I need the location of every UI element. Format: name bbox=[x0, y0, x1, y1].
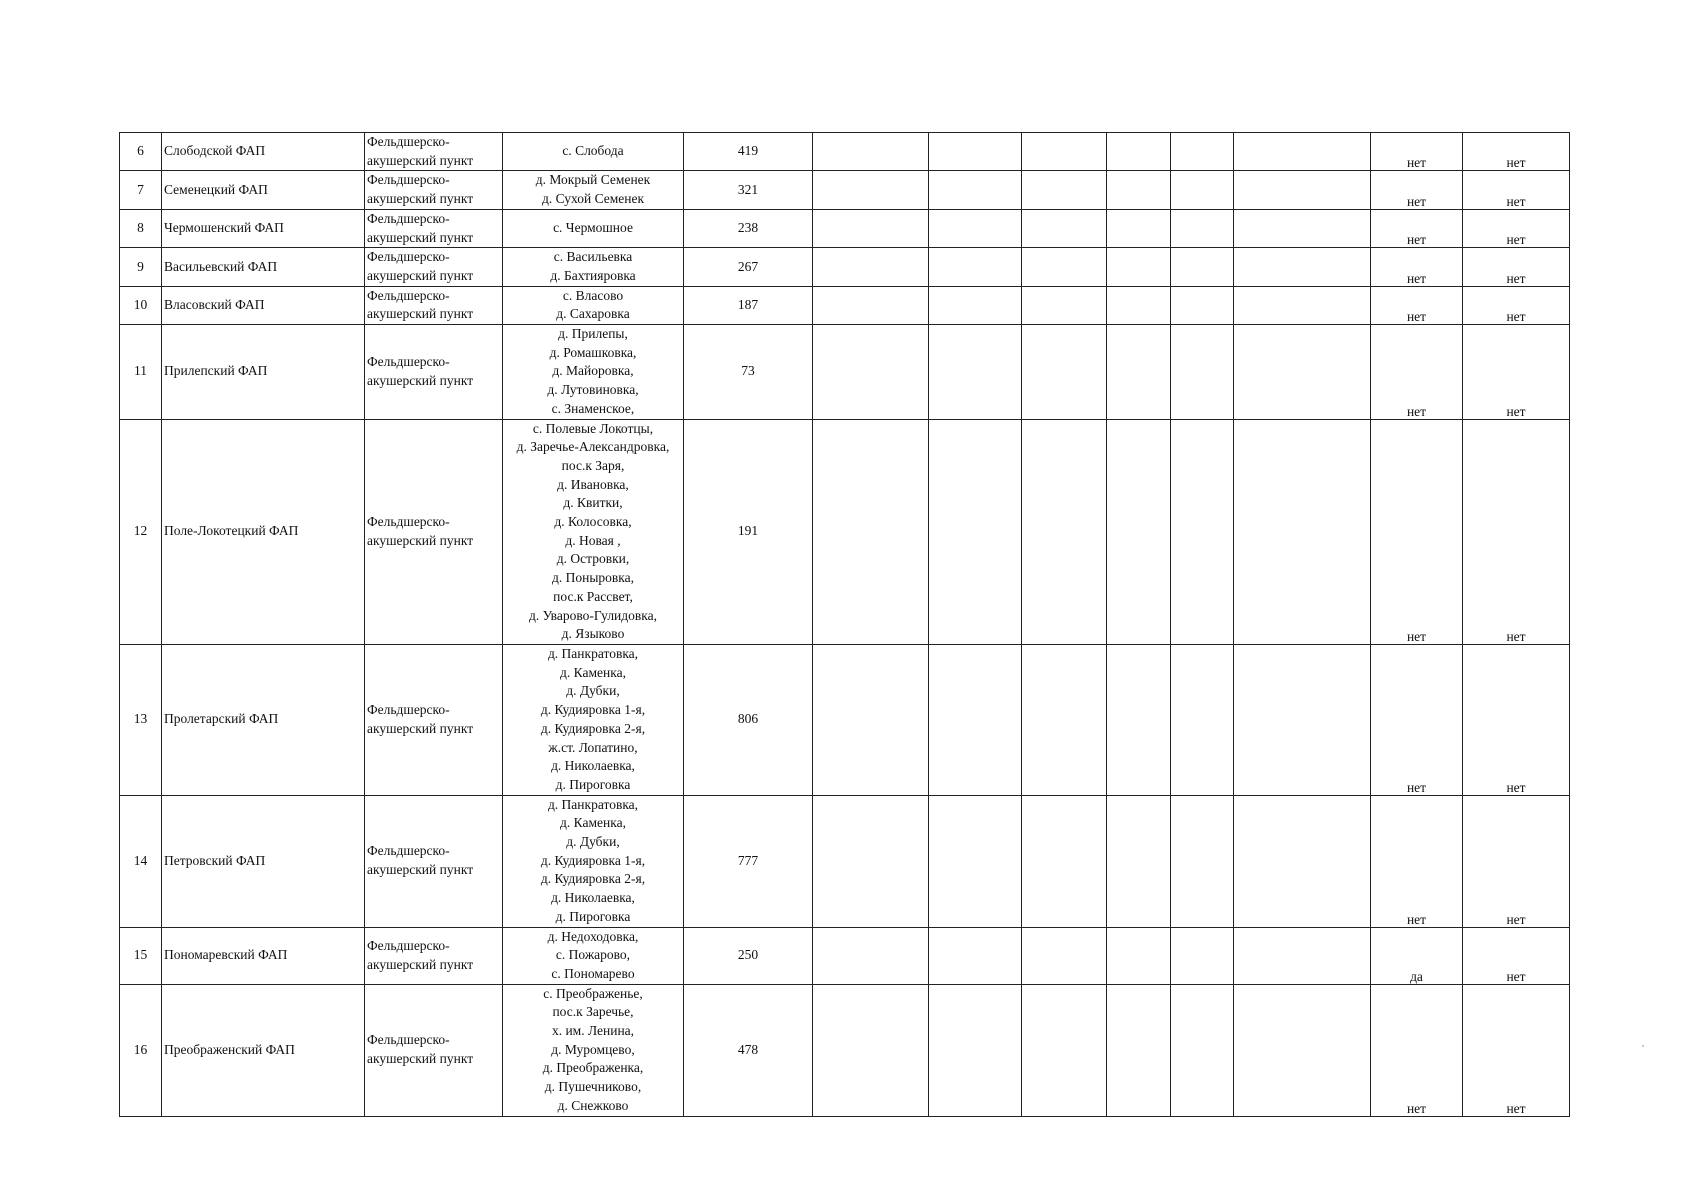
empty-cell bbox=[813, 171, 929, 209]
settlement-name: ж.ст. Лопатино, bbox=[548, 739, 638, 755]
facility-name: Слободской ФАП bbox=[162, 133, 365, 171]
empty-cell bbox=[1022, 325, 1107, 420]
facility-name: Поле-Локотецкий ФАП bbox=[162, 419, 365, 644]
settlement-name: д. Дубки, bbox=[566, 683, 620, 699]
flag-cell: нет bbox=[1371, 325, 1463, 420]
settlement-name: д. Кудияровка 2-я, bbox=[540, 720, 646, 736]
flag-cell: нет bbox=[1371, 795, 1463, 927]
served-settlements bbox=[503, 133, 684, 171]
table-row bbox=[120, 795, 1570, 927]
settlement-name: д. Языково bbox=[561, 626, 625, 642]
served-settlements bbox=[503, 795, 684, 927]
facility-type-line: Фельдшерско- bbox=[367, 354, 450, 370]
empty-cell bbox=[1107, 248, 1171, 286]
settlement-name: д. Сахаровка bbox=[556, 306, 630, 322]
empty-cell bbox=[1107, 927, 1171, 984]
empty-cell bbox=[1022, 984, 1107, 1116]
flag-cell: нет bbox=[1371, 419, 1463, 644]
settlement-name: д. Преображенка, bbox=[542, 1060, 644, 1076]
facility-type bbox=[365, 286, 503, 324]
row-number: 7 bbox=[120, 171, 162, 209]
settlement-name: д. Пироговка bbox=[555, 776, 631, 792]
table-row bbox=[120, 133, 1570, 171]
table-row bbox=[120, 171, 1570, 209]
population-count: 321 bbox=[684, 171, 813, 209]
table-row bbox=[120, 644, 1570, 795]
facility-type bbox=[365, 984, 503, 1116]
settlement-name: д. Уварово-Гулидовка, bbox=[529, 607, 657, 623]
settlement-name: д. Дубки, bbox=[566, 834, 620, 850]
table-row bbox=[120, 286, 1570, 324]
facility-type bbox=[365, 927, 503, 984]
empty-cell bbox=[929, 795, 1022, 927]
row-number: 9 bbox=[120, 248, 162, 286]
flag-cell: нет bbox=[1463, 171, 1570, 209]
settlement-name: д. Лутовиновка, bbox=[547, 382, 639, 398]
empty-cell bbox=[1107, 325, 1171, 420]
row-number: 16 bbox=[120, 984, 162, 1116]
empty-cell bbox=[1171, 644, 1234, 795]
settlement-name: д. Островки, bbox=[556, 551, 630, 567]
population-count: 419 bbox=[684, 133, 813, 171]
table-row bbox=[120, 984, 1570, 1116]
empty-cell bbox=[813, 644, 929, 795]
empty-cell bbox=[813, 248, 929, 286]
settlement-name: с. Власово bbox=[562, 287, 624, 303]
empty-cell bbox=[1022, 133, 1107, 171]
facility-type bbox=[365, 419, 503, 644]
settlement-name: х. им. Ленина, bbox=[551, 1023, 635, 1039]
empty-cell bbox=[813, 795, 929, 927]
settlement-name: с. Знаменское, bbox=[551, 400, 635, 416]
facility-name: Чермошенский ФАП bbox=[162, 209, 365, 247]
facility-type-line: Фельдшерско- bbox=[367, 134, 450, 149]
population-count: 73 bbox=[684, 325, 813, 420]
facility-type bbox=[365, 209, 503, 247]
empty-cell bbox=[1234, 984, 1371, 1116]
empty-cell bbox=[929, 325, 1022, 420]
flag-cell: нет bbox=[1371, 984, 1463, 1116]
empty-cell bbox=[1234, 419, 1371, 644]
empty-cell bbox=[813, 419, 929, 644]
settlement-name: д. Николаевка, bbox=[551, 890, 635, 906]
facility-type-line: Фельдшерско- bbox=[367, 1032, 450, 1048]
facility-type-line: Фельдшерско- bbox=[367, 702, 450, 718]
facility-name: Прилепский ФАП bbox=[162, 325, 365, 420]
empty-cell bbox=[1107, 209, 1171, 247]
flag-cell: нет bbox=[1463, 248, 1570, 286]
settlement-name: д. Ивановка, bbox=[557, 476, 629, 492]
empty-cell bbox=[813, 209, 929, 247]
empty-cell bbox=[1234, 795, 1371, 927]
flag-cell: нет bbox=[1371, 644, 1463, 795]
facility-type-line: Фельдшерско- bbox=[367, 843, 450, 859]
settlement-name: пос.к Заря, bbox=[561, 457, 625, 473]
flag-cell: нет bbox=[1463, 644, 1570, 795]
facility-name: Пролетарский ФАП bbox=[162, 644, 365, 795]
row-number: 8 bbox=[120, 209, 162, 247]
flag-cell: нет bbox=[1371, 286, 1463, 324]
flag-cell: нет bbox=[1463, 209, 1570, 247]
empty-cell bbox=[1234, 209, 1371, 247]
settlement-name: д. Пушечниково, bbox=[544, 1079, 642, 1095]
facility-name: Пономаревский ФАП bbox=[162, 927, 365, 984]
served-settlements bbox=[503, 984, 684, 1116]
empty-cell bbox=[929, 927, 1022, 984]
empty-cell bbox=[1022, 644, 1107, 795]
served-settlements bbox=[503, 286, 684, 324]
flag-cell: нет bbox=[1463, 325, 1570, 420]
settlement-name: д. Майоровка, bbox=[552, 363, 634, 379]
facility-type-line: Фельдшерско- bbox=[367, 210, 450, 226]
served-settlements bbox=[503, 248, 684, 286]
empty-cell bbox=[1171, 171, 1234, 209]
population-count: 777 bbox=[684, 795, 813, 927]
empty-cell bbox=[1107, 984, 1171, 1116]
facility-type bbox=[365, 133, 503, 171]
row-number: 11 bbox=[120, 325, 162, 420]
facility-type bbox=[365, 325, 503, 420]
flag-cell: нет bbox=[1371, 209, 1463, 247]
empty-cell bbox=[1022, 171, 1107, 209]
facility-type-line: акушерский пункт bbox=[367, 532, 474, 548]
empty-cell bbox=[1234, 286, 1371, 324]
facility-type-line: акушерский пункт bbox=[367, 267, 474, 283]
flag-cell: нет bbox=[1371, 171, 1463, 209]
empty-cell bbox=[929, 248, 1022, 286]
empty-cell bbox=[1234, 171, 1371, 209]
settlement-name: д. Панкратовка, bbox=[547, 796, 639, 812]
empty-cell bbox=[1234, 927, 1371, 984]
population-count: 250 bbox=[684, 927, 813, 984]
empty-cell bbox=[1107, 795, 1171, 927]
settlement-name: с. Васильевка bbox=[553, 249, 633, 265]
table-row bbox=[120, 419, 1570, 644]
empty-cell bbox=[929, 644, 1022, 795]
flag-cell: нет bbox=[1371, 133, 1463, 171]
facility-type-line: Фельдшерско- bbox=[367, 172, 450, 188]
settlement-name: д. Каменка, bbox=[560, 664, 626, 680]
empty-cell bbox=[1171, 927, 1234, 984]
row-number: 14 bbox=[120, 795, 162, 927]
served-settlements bbox=[503, 325, 684, 420]
settlement-name: д. Панкратовка, bbox=[547, 645, 639, 661]
row-number: 15 bbox=[120, 927, 162, 984]
empty-cell bbox=[813, 286, 929, 324]
flag-cell: нет bbox=[1463, 419, 1570, 644]
population-count: 806 bbox=[684, 644, 813, 795]
served-settlements bbox=[503, 419, 684, 644]
settlement-name: с. Слобода bbox=[562, 143, 624, 159]
empty-cell bbox=[813, 133, 929, 171]
facility-name: Власовский ФАП bbox=[162, 286, 365, 324]
empty-cell bbox=[929, 171, 1022, 209]
empty-cell bbox=[1022, 927, 1107, 984]
facility-type-line: Фельдшерско- bbox=[367, 287, 450, 303]
settlement-name: д. Кудияровка 1-я, bbox=[540, 702, 646, 718]
empty-cell bbox=[929, 133, 1022, 171]
empty-cell bbox=[813, 325, 929, 420]
facility-type bbox=[365, 795, 503, 927]
facility-type-line: акушерский пункт bbox=[367, 229, 474, 245]
flag-cell: нет bbox=[1463, 927, 1570, 984]
settlement-name: д. Квитки, bbox=[563, 495, 623, 511]
settlement-name: д. Поныровка, bbox=[551, 570, 634, 586]
settlement-name: д. Пироговка bbox=[555, 908, 631, 924]
empty-cell bbox=[1171, 419, 1234, 644]
settlement-name: д. Снежково bbox=[557, 1097, 629, 1113]
facility-type-line: Фельдшерско- bbox=[367, 249, 450, 265]
empty-cell bbox=[1022, 419, 1107, 644]
facility-type bbox=[365, 644, 503, 795]
facility-type-line: акушерский пункт bbox=[367, 862, 474, 878]
empty-cell bbox=[813, 927, 929, 984]
facility-name: Семенецкий ФАП bbox=[162, 171, 365, 209]
facility-name: Петровский ФАП bbox=[162, 795, 365, 927]
empty-cell bbox=[1107, 419, 1171, 644]
population-count: 478 bbox=[684, 984, 813, 1116]
settlement-name: д. Николаевка, bbox=[551, 758, 635, 774]
scan-artifact bbox=[1642, 1045, 1644, 1047]
population-count: 187 bbox=[684, 286, 813, 324]
settlement-name: д. Ромашковка, bbox=[549, 344, 637, 360]
empty-cell bbox=[1171, 248, 1234, 286]
empty-cell bbox=[1171, 209, 1234, 247]
row-number: 6 bbox=[120, 133, 162, 171]
facilities-table bbox=[119, 132, 1570, 1117]
empty-cell bbox=[1022, 248, 1107, 286]
table-body bbox=[120, 133, 1570, 1117]
settlement-name: с. Чермошное bbox=[553, 220, 633, 236]
empty-cell bbox=[1107, 644, 1171, 795]
population-count: 191 bbox=[684, 419, 813, 644]
facility-type-line: акушерский пункт bbox=[367, 152, 474, 168]
facility-type-line: акушерский пункт bbox=[367, 1051, 474, 1067]
empty-cell bbox=[1234, 644, 1371, 795]
served-settlements bbox=[503, 209, 684, 247]
facility-type-line: акушерский пункт bbox=[367, 720, 474, 736]
settlement-name: д. Прилепы, bbox=[558, 326, 628, 342]
empty-cell bbox=[1171, 795, 1234, 927]
empty-cell bbox=[929, 209, 1022, 247]
population-count: 267 bbox=[684, 248, 813, 286]
empty-cell bbox=[1022, 286, 1107, 324]
facility-type-line: Фельдшерско- bbox=[367, 937, 450, 953]
settlement-name: д. Заречье-Александровка, bbox=[516, 439, 670, 455]
settlement-name: д. Колосовка, bbox=[554, 514, 632, 530]
facility-type-line: Фельдшерско- bbox=[367, 514, 450, 530]
served-settlements bbox=[503, 171, 684, 209]
settlement-name: пос.к Рассвет, bbox=[553, 588, 633, 604]
settlement-name: д. Бахтияровка bbox=[550, 267, 636, 283]
settlement-name: д. Кудияровка 1-я, bbox=[540, 852, 646, 868]
settlement-name: д. Кудияровка 2-я, bbox=[540, 871, 646, 887]
facility-type-line: акушерский пункт bbox=[367, 956, 474, 972]
empty-cell bbox=[1107, 171, 1171, 209]
facility-type-line: акушерский пункт bbox=[367, 306, 474, 322]
empty-cell bbox=[1107, 286, 1171, 324]
flag-cell: нет bbox=[1463, 286, 1570, 324]
facility-name: Преображенский ФАП bbox=[162, 984, 365, 1116]
empty-cell bbox=[929, 419, 1022, 644]
settlement-name: с. Полевые Локотцы, bbox=[532, 420, 654, 436]
flag-cell: нет bbox=[1463, 133, 1570, 171]
facility-type bbox=[365, 248, 503, 286]
empty-cell bbox=[1171, 984, 1234, 1116]
settlement-name: с. Преображенье, bbox=[543, 985, 643, 1001]
settlement-name: д. Муромцево, bbox=[551, 1041, 635, 1057]
table-row bbox=[120, 927, 1570, 984]
empty-cell bbox=[1171, 133, 1234, 171]
empty-cell bbox=[1022, 795, 1107, 927]
flag-cell: нет bbox=[1371, 248, 1463, 286]
empty-cell bbox=[1107, 133, 1171, 171]
settlement-name: д. Каменка, bbox=[560, 815, 626, 831]
flag-cell: нет bbox=[1463, 984, 1570, 1116]
settlement-name: д. Сухой Семенек bbox=[541, 191, 645, 207]
empty-cell bbox=[1234, 248, 1371, 286]
table-row bbox=[120, 325, 1570, 420]
empty-cell bbox=[1234, 325, 1371, 420]
empty-cell bbox=[1234, 133, 1371, 171]
facility-type bbox=[365, 171, 503, 209]
row-number: 12 bbox=[120, 419, 162, 644]
empty-cell bbox=[929, 984, 1022, 1116]
empty-cell bbox=[813, 984, 929, 1116]
facility-type-line: акушерский пункт bbox=[367, 191, 474, 207]
empty-cell bbox=[1171, 325, 1234, 420]
served-settlements bbox=[503, 644, 684, 795]
settlement-name: д. Мокрый Семенек bbox=[535, 172, 651, 188]
empty-cell bbox=[1022, 209, 1107, 247]
settlement-name: с. Пономарево bbox=[551, 965, 635, 981]
row-number: 13 bbox=[120, 644, 162, 795]
table-row bbox=[120, 248, 1570, 286]
population-count: 238 bbox=[684, 209, 813, 247]
empty-cell bbox=[929, 286, 1022, 324]
settlement-name: с. Пожарово, bbox=[555, 947, 631, 963]
row-number: 10 bbox=[120, 286, 162, 324]
served-settlements bbox=[503, 927, 684, 984]
settlement-name: д. Новая , bbox=[565, 532, 621, 548]
flag-cell: нет bbox=[1463, 795, 1570, 927]
settlement-name: д. Недоходовка, bbox=[547, 928, 639, 944]
empty-cell bbox=[1171, 286, 1234, 324]
flag-cell: да bbox=[1371, 927, 1463, 984]
facility-type-line: акушерский пункт bbox=[367, 372, 474, 388]
facility-name: Васильевский ФАП bbox=[162, 248, 365, 286]
settlement-name: пос.к Заречье, bbox=[552, 1004, 634, 1020]
table-row bbox=[120, 209, 1570, 247]
